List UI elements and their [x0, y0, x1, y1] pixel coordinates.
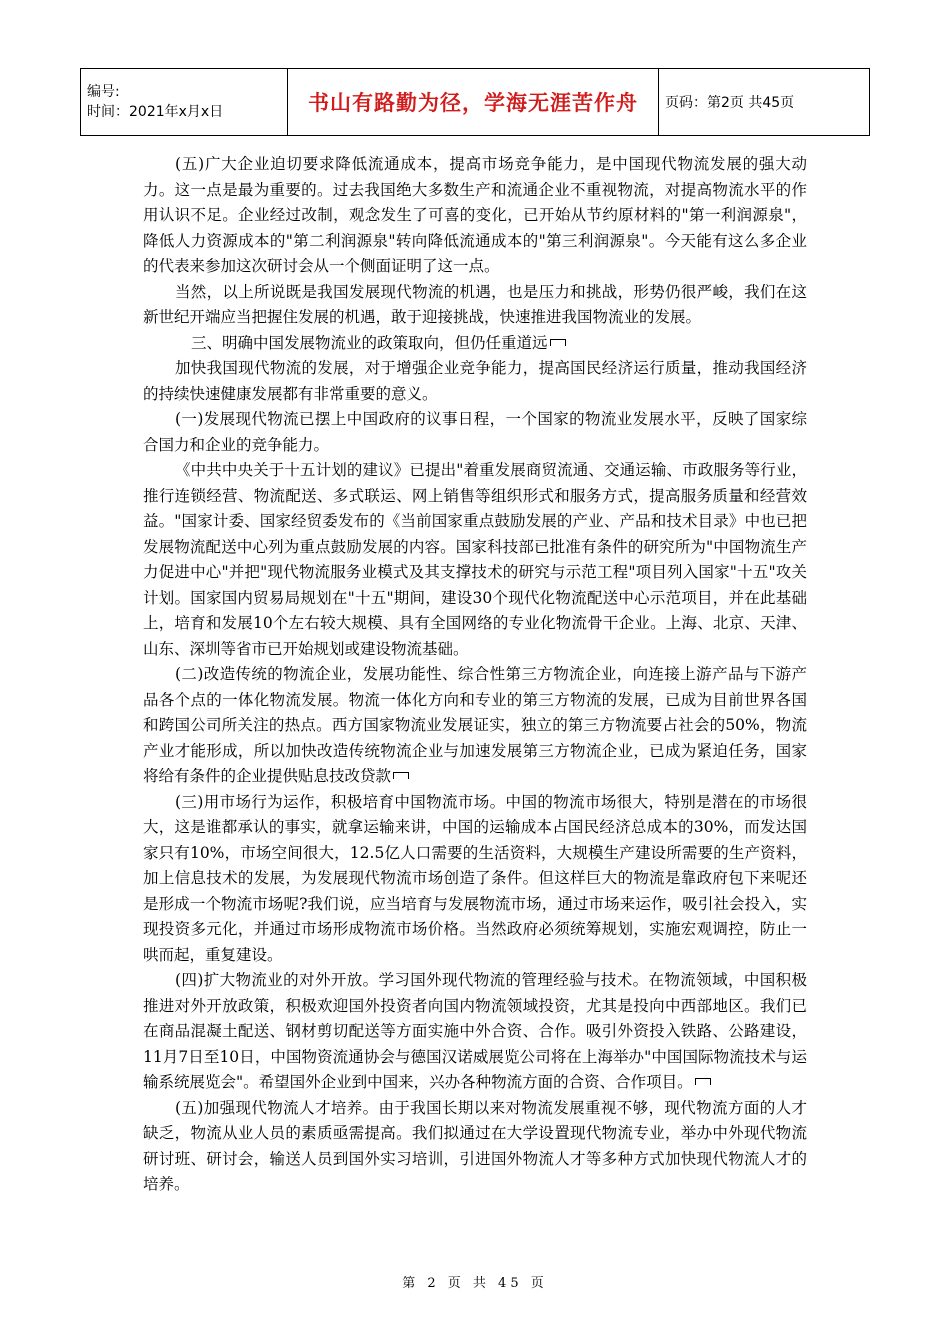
edit-mark-icon [695, 1078, 711, 1085]
section-heading [143, 331, 807, 357]
paragraph [143, 968, 807, 1096]
time-label: 时间：2021年x月x日 [87, 104, 224, 120]
header-motto-cell [288, 69, 659, 136]
number-label: 编号: [87, 84, 120, 100]
page-info: 页码：第2页 共45页 [659, 69, 870, 136]
paragraph: (五)加强现代物流人才培养。由于我国长期以来对物流发展重视不够，现代物流方面的人才缺乏，物流从业人员的素质亟需提高。我们拟通过在大学设置现代物流专业，举办中外现代物流研讨班、研讨会，输送人员到国外实习培训，引进国外物流人才等多种方式加快现代物流人才的培养。 [143, 1098, 807, 1193]
paragraph-text: (四)扩大物流业的对外开放。学习国外现代物流的管理经验与技术。在物流领域，中国积极推进对外开放政策，积极欢迎国外投资者向国内物流领域投资，尤其是投向中西部地区。我们已在商品混凝土配送、钢材剪切配送等方面实施中外合资、合作。吸引外资投入铁路、公路建设，11月7日至10日，中国物资流通协会与德国汉诺威展览公司将在上海举办"中国国际物流技术与运输系统展览会"。希望国外企业到中国来，兴办各种物流方面的合资、合作项目。 [143, 971, 807, 1091]
paragraph: (三)用市场行为运作，积极培育中国物流市场。中国的物流市场很大，特别是潜在的市场很大，这是谁都承认的事实，就拿运输来讲，中国的运输成本占国民经济总成本的30%，而发达国家只有10%，市场空间很大，12.5亿人口需要的生活资料，大规模生产建设所需要的生产资料，加上信息技术的发展，为发展现代物流市场创造了条件。但这样巨大的物流是靠政府包下来呢还是形成一个物流市场呢?我们说，应当培育与发展物流市场，通过市场来运作，吸引社会投入，实现投资多元化，并通过市场形成物流市场价格。当然政府必须统筹规划，实施宏观调控，防止一哄而起，重复建设。 [143, 792, 807, 964]
document-body [143, 152, 807, 1198]
paragraph: 当然，以上所说既是我国发展现代物流的机遇，也是压力和挑战，形势仍很严峻，我们在这新世纪开端应当把握住发展的机遇，敢于迎接挑战，快速推进我国物流业的发展。 [143, 282, 807, 326]
paragraph [143, 662, 807, 790]
paragraph-text: (二)改造传统的物流企业，发展功能性、综合性第三方物流企业，向连接上游产品与下游产品各个点的一体化物流发展。物流一体化方向和专业的第三方物流的发展，已成为目前世界各国和跨国公司所关注的热点。西方国家物流业发展证实，独立的第三方物流要占社会的50%，物流产业才能形成，所以加快改造传统物流企业与加速发展第三方物流企业，已成为紧迫任务，国家将给有条件的企业提供贴息技改贷款 [143, 665, 807, 785]
paragraph: (五)广大企业迫切要求降低流通成本，提高市场竞争能力，是中国现代物流发展的强大动力。这一点是最为重要的。过去我国绝大多数生产和流通企业不重视物流，对提高物流水平的作用认识不足。企业经过改制，观念发生了可喜的变化，已开始从节约原材料的"第一利润源泉"，降低人力资源成本的"第二利润源泉"转向降低流通成本的"第三利润源泉"。今天能有这么多企业的代表来参加这次研讨会从一个侧面证明了这一点。 [143, 155, 807, 275]
edit-mark-icon [393, 772, 409, 779]
section-heading-text: 三、明确中国发展物流业的政策取向，但仍任重道远 [191, 333, 548, 352]
paragraph: 加快我国现代物流的发展，对于增强企业竞争能力，提高国民经济运行质量，推动我国经济的持续快速健康发展都有非常重要的意义。 [143, 359, 807, 403]
page-footer: 第 2 页 共 45 页 [402, 1276, 548, 1291]
edit-mark-icon [550, 339, 566, 346]
motto: 书山有路勤为径，学海无涯苦作舟 [308, 91, 638, 115]
header-meta [81, 69, 288, 136]
paragraph: 《中共中央关于十五计划的建议》已提出"着重发展商贸流通、交通运输、市政服务等行业，推行连锁经营、物流配送、多式联运、网上销售等组织形式和服务方式，提高服务质量和经营效益。"国家计委、国家经贸委发布的《当前国家重点鼓励发展的产业、产品和技术目录》中也已把发展物流配送中心列为重点鼓励发展的内容。国家科技部已批准有条件的研究所为"中国物流生产力促进中心"并把"现代物流服务业模式及其支撑技术的研究与示范工程"项目列入国家"十五"攻关计划。国家国内贸易局规划在"十五"期间，建设30个现代化物流配送中心示范项目，并在此基础上，培育和发展10个左右较大规模、具有全国网络的专业化物流骨干企业。上海、北京、天津、山东、深圳等省市已开始规划或建设物流基础。 [143, 461, 807, 658]
paragraph: (一)发展现代物流已摆上中国政府的议事日程，一个国家的物流业发展水平，反映了国家综合国力和企业的竞争能力。 [143, 410, 807, 454]
header-table [80, 68, 870, 136]
